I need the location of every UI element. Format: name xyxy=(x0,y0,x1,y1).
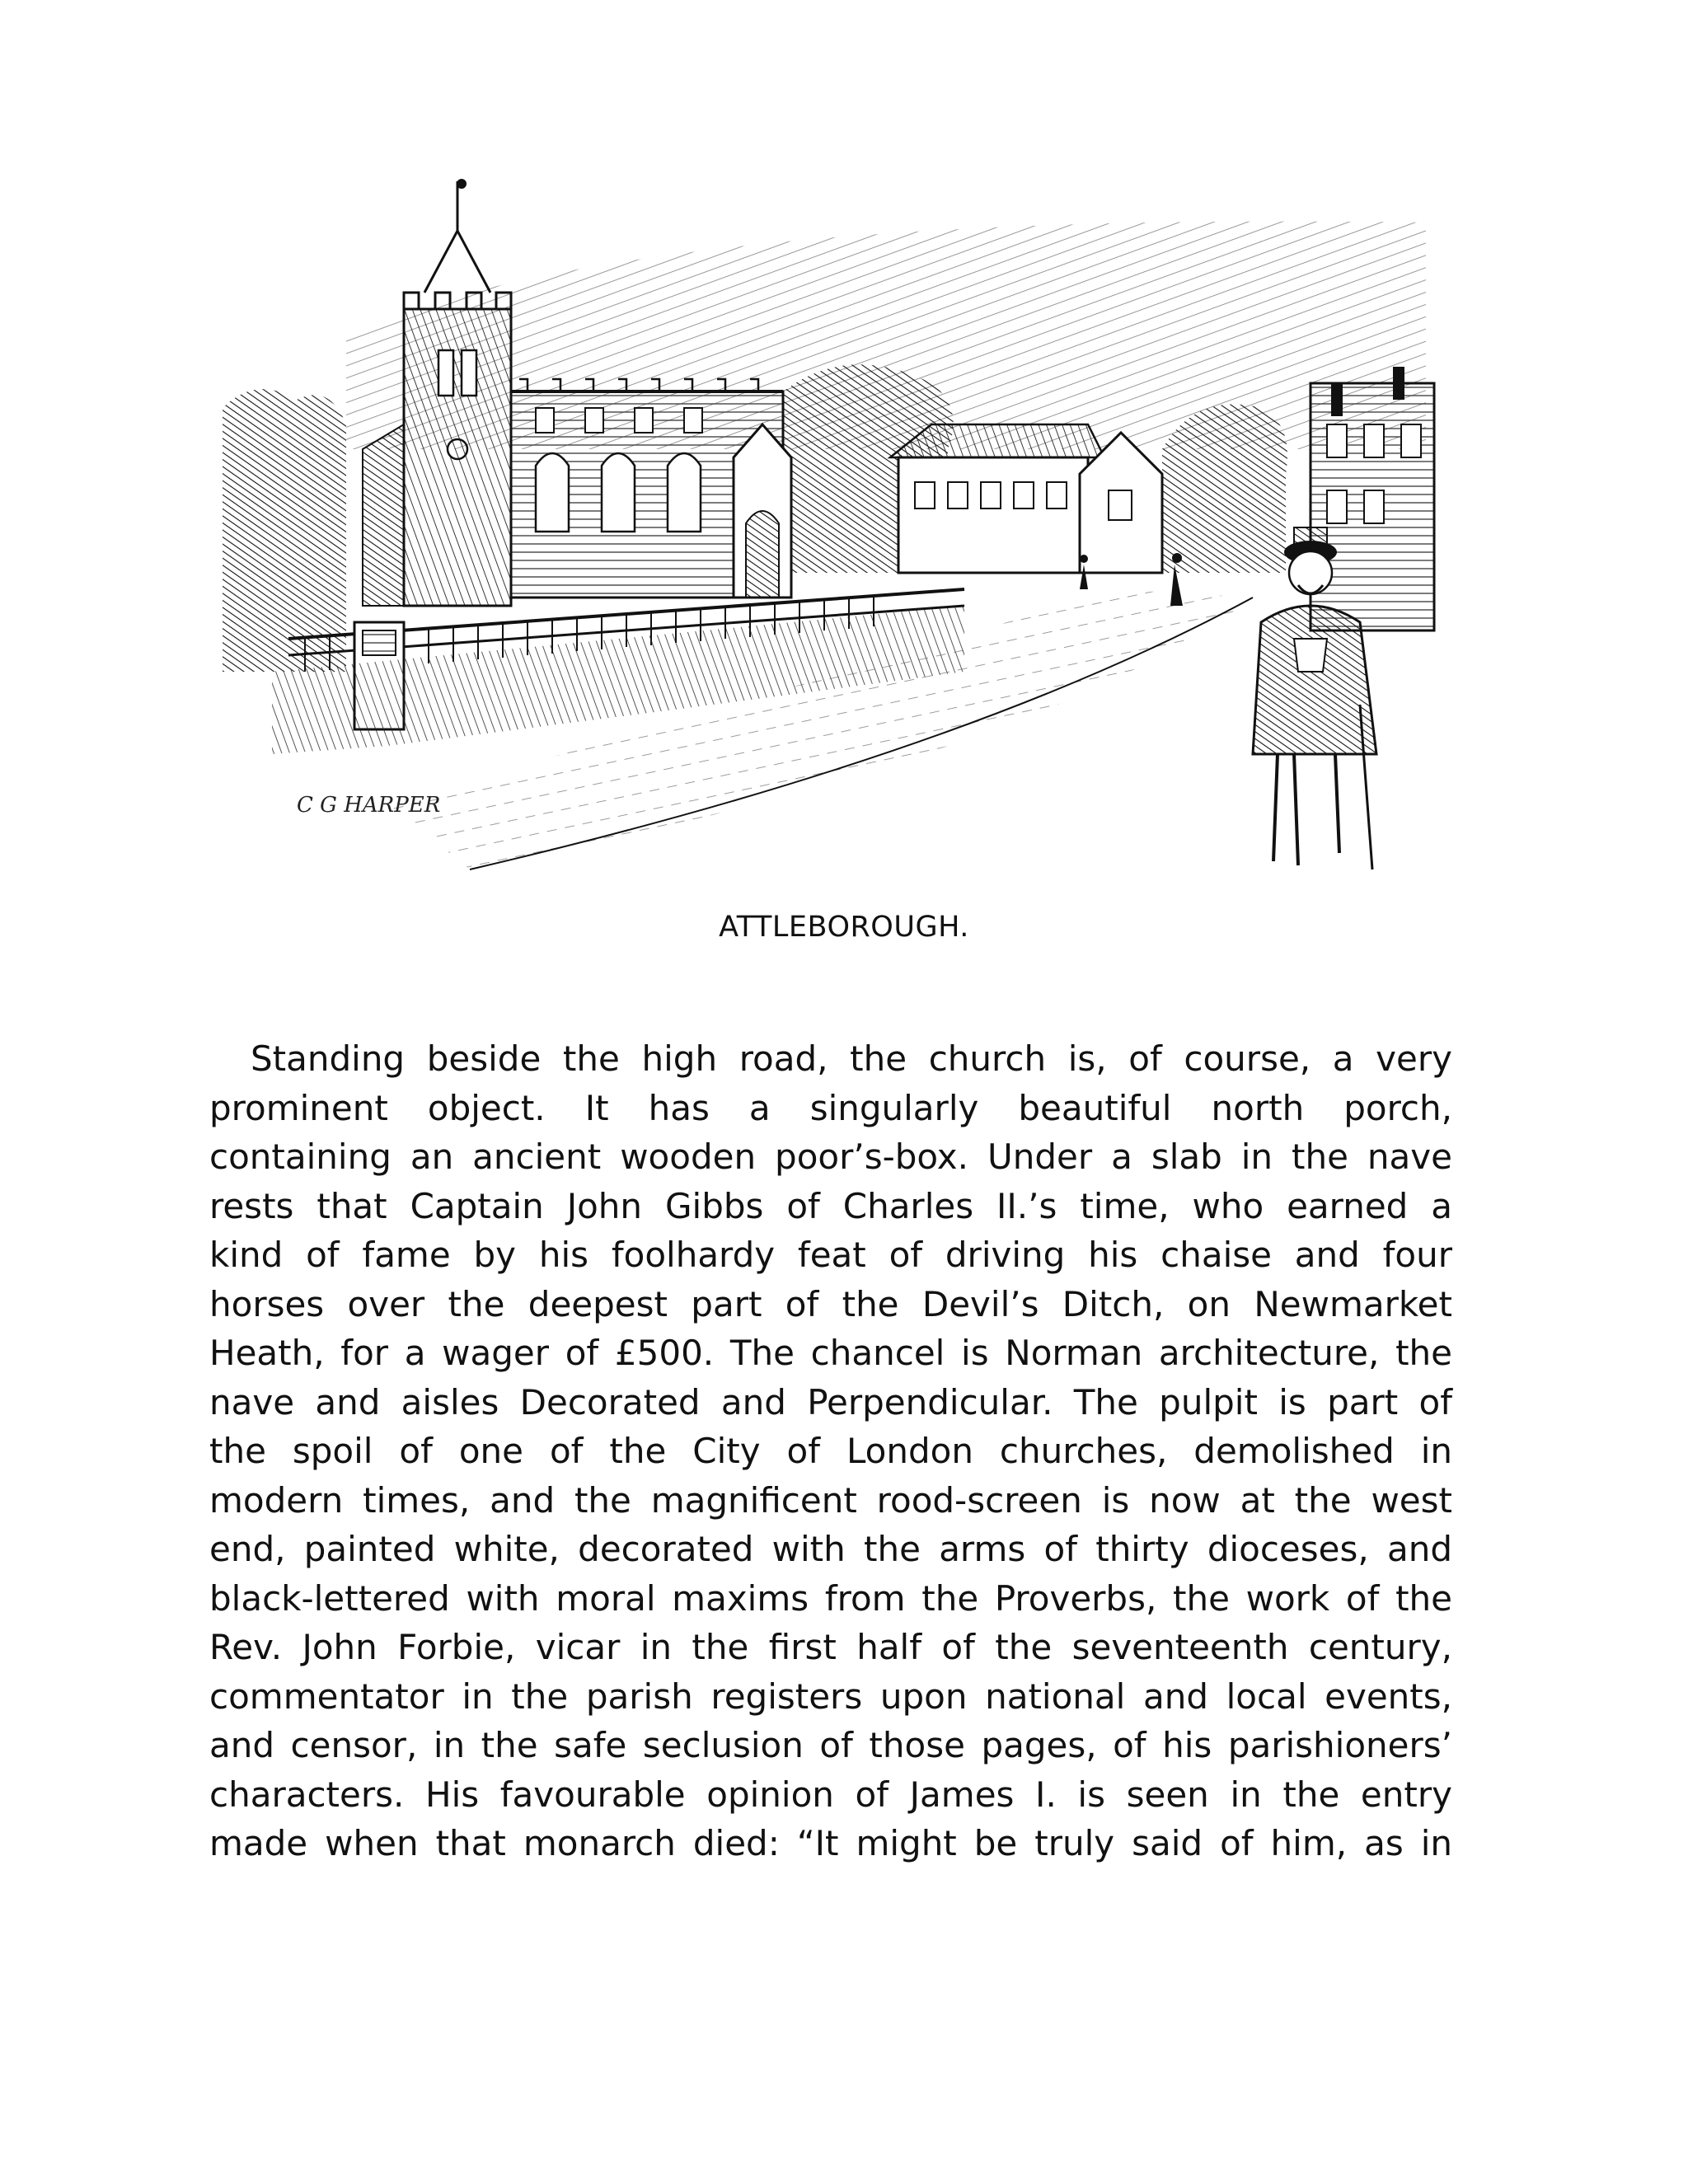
artist-signature: C G HARPER xyxy=(297,793,441,818)
figure-caption: ATTLEBOROUGH. xyxy=(719,911,969,944)
text-line: Rev. John Forbie, vicar in the first half of the seventeenth century, xyxy=(209,1627,1452,1667)
body-paragraph xyxy=(209,1034,1452,1868)
church-engraving-icon xyxy=(223,177,1442,882)
text-line: made when that monarch died: “It might be truly said of him, as in xyxy=(209,1823,1452,1863)
text-line: end, painted white, decorated with the arms of thirty dioceses, and xyxy=(209,1529,1452,1569)
text-line: modern times, and the magnificent rood-screen is now at the west xyxy=(209,1479,1452,1521)
text-line: commentator in the parish registers upon national and local events, xyxy=(209,1675,1452,1717)
illustration xyxy=(223,177,1442,882)
text-line: Standing beside the high road, the church is, of course, a very xyxy=(251,1038,1452,1079)
text-line: horses over the deepest part of the Devil’s Ditch, on Newmarket xyxy=(209,1283,1452,1324)
text-line: rests that Captain John Gibbs of Charles II.’s time, who earned a xyxy=(209,1185,1452,1226)
text-line: kind of fame by his foolhardy feat of driving his chaise and four xyxy=(209,1235,1452,1275)
text-line: the spoil of one of the City of London churches, demolished in xyxy=(209,1431,1452,1471)
text-line: black-lettered with moral maxims from the Proverbs, the work of the xyxy=(209,1577,1452,1619)
text-line: nave and aisles Decorated and Perpendicular. The pulpit is part of xyxy=(209,1381,1452,1422)
text-line: containing an ancient wooden poor’s-box. Under a slab in the nave xyxy=(209,1137,1452,1177)
text-line: and censor, in the safe seclusion of those pages, of his parishioners’ xyxy=(209,1725,1452,1765)
text-line: Heath, for a wager of £500. The chancel is Norman architecture, the xyxy=(209,1333,1452,1373)
text-line: characters. His favourable opinion of James I. is seen in the entry xyxy=(209,1774,1452,1815)
text-line: prominent object. It has a singularly beautiful north porch, xyxy=(209,1087,1452,1128)
